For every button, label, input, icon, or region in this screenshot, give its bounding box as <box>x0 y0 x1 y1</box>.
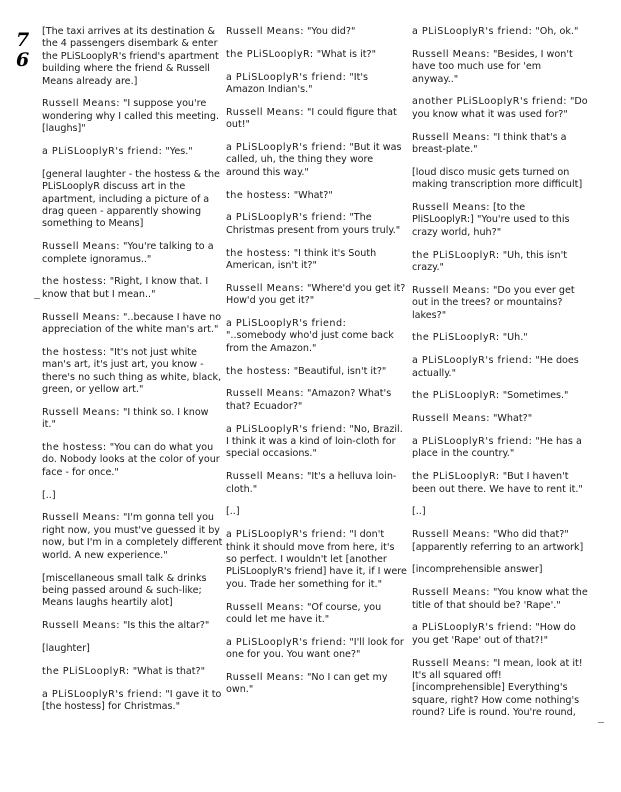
transcript-paragraph <box>226 190 408 202</box>
dialogue-text: "I think it's South American, isn't it?" <box>226 247 377 272</box>
dialogue-text: "Uh." <box>499 332 528 344</box>
dialogue-text: "What?" <box>489 413 533 425</box>
speaker-label: Russell Means: <box>412 284 490 296</box>
speaker-label: the PLiSLooplyR: <box>226 48 314 60</box>
transcript-paragraph <box>42 312 224 337</box>
speaker-label: a PLiSLooplyR's friend: <box>412 26 533 37</box>
speaker-label: a PLiSLooplyR's friend: <box>226 529 347 541</box>
speaker-label: a PLiSLooplyR's friend: <box>226 636 347 648</box>
speaker-label: a PLiSLooplyR's friend: <box>226 318 347 330</box>
transcript-paragraph <box>412 390 588 402</box>
page-number: 6 <box>16 49 30 71</box>
margin-mark <box>34 298 40 299</box>
column-2 <box>226 26 408 707</box>
transcript-paragraph <box>412 202 588 239</box>
dialogue-text: "The Christmas present from yours truly." <box>226 212 401 236</box>
speaker-label: Russell Means: <box>226 471 304 483</box>
dialogue-text: "Do you ever get out in the trees? or mountains? lakes?" <box>412 284 575 321</box>
transcript-paragraph <box>412 49 588 86</box>
transcript-paragraph <box>226 142 408 179</box>
transcript-paragraph <box>226 471 408 496</box>
transcript-paragraph <box>42 241 224 266</box>
dialogue-text: [..] <box>226 506 240 518</box>
speaker-label: Russell Means: <box>412 202 490 214</box>
speaker-label: Russell Means: <box>412 131 490 143</box>
dialogue-text: [The taxi arrives at its destination & the 4 passengers disembark & enter the PLiSLooplyR's friend's apartment building where the friend & Russell Means already are.] <box>42 26 219 87</box>
dialogue-text: "But I haven't been out there. We have to rent it." <box>412 471 583 495</box>
transcript-paragraph <box>412 564 588 576</box>
transcript-paragraph <box>412 506 588 518</box>
speaker-label: a PLiSLooplyR's friend: <box>226 71 347 83</box>
dialogue-text: "Do you know what it was used for?" <box>412 96 588 120</box>
dialogue-text: "I'll look for one for you. You want one?" <box>226 636 404 661</box>
transcript-paragraph <box>42 442 224 479</box>
dialogue-text: "No, Brazil. I think it was a kind of loin-cloth for special occasions." <box>226 423 403 460</box>
dialogue-text: [general laughter - the hostess & the PLiSLooplyR discuss art in the apartment, including a picture of a drag queen - apparently showing something to Means] <box>42 168 220 230</box>
transcript-paragraph <box>42 407 224 432</box>
dialogue-text: "It's not just white man's art, it's just art, you know - there's no such thing as white, black, green, or yellow art." <box>42 346 222 396</box>
dialogue-text: "I think that's a breast-plate." <box>412 131 567 156</box>
speaker-label: the hostess: <box>42 276 107 288</box>
transcript-paragraph <box>226 212 408 237</box>
dialogue-text: "Oh, ok." <box>532 26 579 37</box>
speaker-label: the hostess: <box>226 365 291 377</box>
transcript-paragraph <box>412 529 588 554</box>
transcript-paragraph <box>412 413 588 425</box>
transcript-paragraph <box>42 26 224 88</box>
dialogue-text: "Amazon? What's that? Ecuador?" <box>226 388 392 412</box>
transcript-paragraph <box>412 622 588 647</box>
speaker-label: Russell Means: <box>226 26 304 37</box>
dialogue-text: "Sometimes." <box>499 390 569 402</box>
dialogue-text: "..somebody who'd just come back from the Amazon." <box>226 330 394 354</box>
transcript-paragraph <box>42 146 224 158</box>
transcript-paragraph <box>412 132 588 157</box>
transcript-paragraph <box>42 643 224 655</box>
transcript-paragraph <box>42 689 224 714</box>
transcript-paragraph <box>42 573 224 610</box>
dialogue-text: "Beautiful, isn't it?" <box>290 365 387 377</box>
speaker-label: another PLiSLooplyR's friend: <box>412 96 567 108</box>
speaker-label: Russell Means: <box>226 388 304 400</box>
dialogue-text: "No I can get my own." <box>226 672 388 696</box>
dialogue-text: "It's a helluva loin-cloth." <box>226 471 397 495</box>
transcript-paragraph <box>42 620 224 632</box>
dialogue-text: "Who did that?" [apparently referring to an artwork] <box>412 529 584 553</box>
speaker-label: a PLiSLooplyR's friend: <box>226 423 347 435</box>
speaker-label: a PLiSLooplyR's friend: <box>226 212 347 224</box>
page-number: 7 <box>16 29 30 51</box>
transcript-paragraph <box>412 471 588 496</box>
transcript-paragraph <box>226 26 408 38</box>
dialogue-text: [miscellaneous small talk & drinks being passed around & such-like; Means laughs heartily alot] <box>42 572 207 609</box>
speaker-label: the PLiSLooplyR: <box>412 390 500 402</box>
transcript-paragraph <box>412 250 588 275</box>
transcript-paragraph <box>226 366 408 378</box>
speaker-label: the PLiSLooplyR: <box>42 665 130 677</box>
dialogue-text: "Of course, you could let me have it." <box>226 601 382 626</box>
dialogue-text: "What is it?" <box>313 48 377 60</box>
dialogue-text: "What?" <box>290 189 333 201</box>
dialogue-text: [incomprehensible answer] <box>412 564 543 576</box>
speaker-label: the PLiSLooplyR: <box>412 332 500 344</box>
speaker-label: the hostess: <box>226 247 291 259</box>
dialogue-text: "What is that?" <box>129 665 206 677</box>
dialogue-text: "I don't think it should move from here, it's so perfect. I wouldn't let [another PLiSLooplyR's friend] have it, if I were you. Trade her something for it." <box>226 529 407 590</box>
dialogue-text: [..] <box>412 506 426 518</box>
transcript-paragraph <box>412 436 588 461</box>
transcript-paragraph <box>226 49 408 61</box>
transcript-paragraph <box>226 602 408 627</box>
dialogue-text: "Uh, this isn't crazy." <box>412 249 568 274</box>
transcript-paragraph <box>226 283 408 308</box>
margin-mark <box>598 722 604 723</box>
speaker-label: a PLiSLooplyR's friend: <box>412 355 533 367</box>
speaker-label: Russell Means: <box>42 98 120 110</box>
dialogue-text: "Yes." <box>162 146 193 158</box>
transcript-paragraph <box>412 285 588 322</box>
speaker-label: the hostess: <box>42 442 107 454</box>
transcript-paragraph <box>226 248 408 273</box>
dialogue-text: [to the PliSLooplyR:] "You're used to this crazy world, huh?" <box>412 202 570 238</box>
speaker-label: the PLiSLooplyR: <box>412 471 500 483</box>
dialogue-text: "He has a place in the country." <box>412 436 582 460</box>
speaker-label: a PLiSLooplyR's friend: <box>412 436 533 448</box>
transcript-paragraph <box>226 529 408 591</box>
speaker-label: the PLiSLooplyR: <box>412 249 500 261</box>
speaker-label: Russell Means: <box>412 657 490 669</box>
dialogue-text: "You're talking to a complete ignoramus.." <box>42 241 214 265</box>
dialogue-text: "It's Amazon Indian's." <box>226 71 369 95</box>
dialogue-text: [laughter] <box>42 642 90 654</box>
speaker-label: Russell Means: <box>42 620 120 632</box>
speaker-label: Russell Means: <box>42 241 120 253</box>
transcript-paragraph <box>226 107 408 132</box>
transcript-paragraph <box>412 658 588 720</box>
transcript-paragraph <box>42 347 224 397</box>
dialogue-text: "You can do what you do. Nobody looks at the color of your face - for once." <box>42 442 220 478</box>
speaker-label: Russell Means: <box>226 106 304 118</box>
dialogue-text: "I could figure that out!" <box>226 106 397 131</box>
speaker-label: Russell Means: <box>42 311 120 323</box>
dialogue-text: "Where'd you get it? How'd you get it?" <box>226 282 406 307</box>
dialogue-text: "He does actually." <box>412 355 579 379</box>
speaker-label: a PLiSLooplyR's friend: <box>226 142 347 153</box>
column-1 <box>42 26 224 724</box>
dialogue-text: [loud disco music gets turned on making transcription more difficult] <box>412 166 583 191</box>
speaker-label: Russell Means: <box>42 406 120 418</box>
transcript-paragraph <box>412 332 588 344</box>
transcript-paragraph <box>42 276 224 301</box>
transcript-paragraph <box>226 388 408 413</box>
speaker-label: Russell Means: <box>412 48 490 60</box>
dialogue-text: "Besides, I won't have too much use for 'em anyway.." <box>412 48 573 85</box>
page-numbers <box>16 30 38 70</box>
transcript-paragraph <box>412 587 588 612</box>
dialogue-text: "..because I have no appreciation of the white man's art." <box>42 311 222 336</box>
speaker-label: Russell Means: <box>226 672 304 684</box>
transcript-paragraph <box>42 98 224 135</box>
transcript-paragraph <box>412 26 588 38</box>
dialogue-text: "I think so. I know it." <box>42 406 209 431</box>
transcript-paragraph <box>226 672 408 697</box>
speaker-label: Russell Means: <box>226 601 304 613</box>
transcript-paragraph <box>226 72 408 97</box>
dialogue-text: "Is this the altar?" <box>119 620 210 632</box>
dialogue-text: "You know what the title of that should be? 'Rape'." <box>412 587 588 611</box>
speaker-label: a PLiSLooplyR's friend: <box>42 688 163 700</box>
dialogue-text: "But it was called, uh, the thing they wore around this way." <box>226 142 402 178</box>
speaker-label: Russell Means: <box>226 282 304 294</box>
speaker-label: Russell Means: <box>412 413 490 425</box>
dialogue-text: "I mean, look at it! It's all squared off! [incomprehensible] Everything's square, right? How come nothing's round? Life is round. You're round, <box>412 657 583 719</box>
transcript-paragraph <box>42 490 224 502</box>
speaker-label: Russell Means: <box>412 529 490 541</box>
dialogue-text: "I gave it to [the hostess] for Christmas." <box>42 688 222 712</box>
transcript-paragraph <box>226 637 408 662</box>
speaker-label: Russell Means: <box>42 512 120 524</box>
dialogue-text: "I'm gonna tell you right now, you must've guessed it by now, but I'm in a completely different world. A new experience." <box>42 512 223 561</box>
speaker-label: the hostess: <box>226 189 291 201</box>
transcript-paragraph <box>412 355 588 380</box>
transcript-paragraph <box>226 506 408 518</box>
transcript-paragraph <box>226 424 408 461</box>
transcript-paragraph <box>42 169 224 231</box>
dialogue-text: "How do you get 'Rape' out of that?!" <box>412 622 576 646</box>
speaker-label: a PLiSLooplyR's friend: <box>412 622 533 634</box>
dialogue-text: "Right, I know that. I know that but I mean.." <box>42 276 209 300</box>
transcript-paragraph <box>226 318 408 355</box>
column-3 <box>412 26 588 730</box>
speaker-label: the hostess: <box>42 346 107 358</box>
transcript-paragraph <box>42 666 224 678</box>
transcript-paragraph <box>42 512 224 562</box>
speaker-label: a PLiSLooplyR's friend: <box>42 146 163 158</box>
dialogue-text: "I suppose you're wondering why I called this meeting. [laughs]" <box>42 98 220 135</box>
speaker-label: Russell Means: <box>412 587 490 599</box>
transcript-paragraph <box>412 96 588 121</box>
dialogue-text: "You did?" <box>303 26 356 37</box>
dialogue-text: [..] <box>42 489 56 501</box>
transcript-paragraph <box>412 167 588 192</box>
